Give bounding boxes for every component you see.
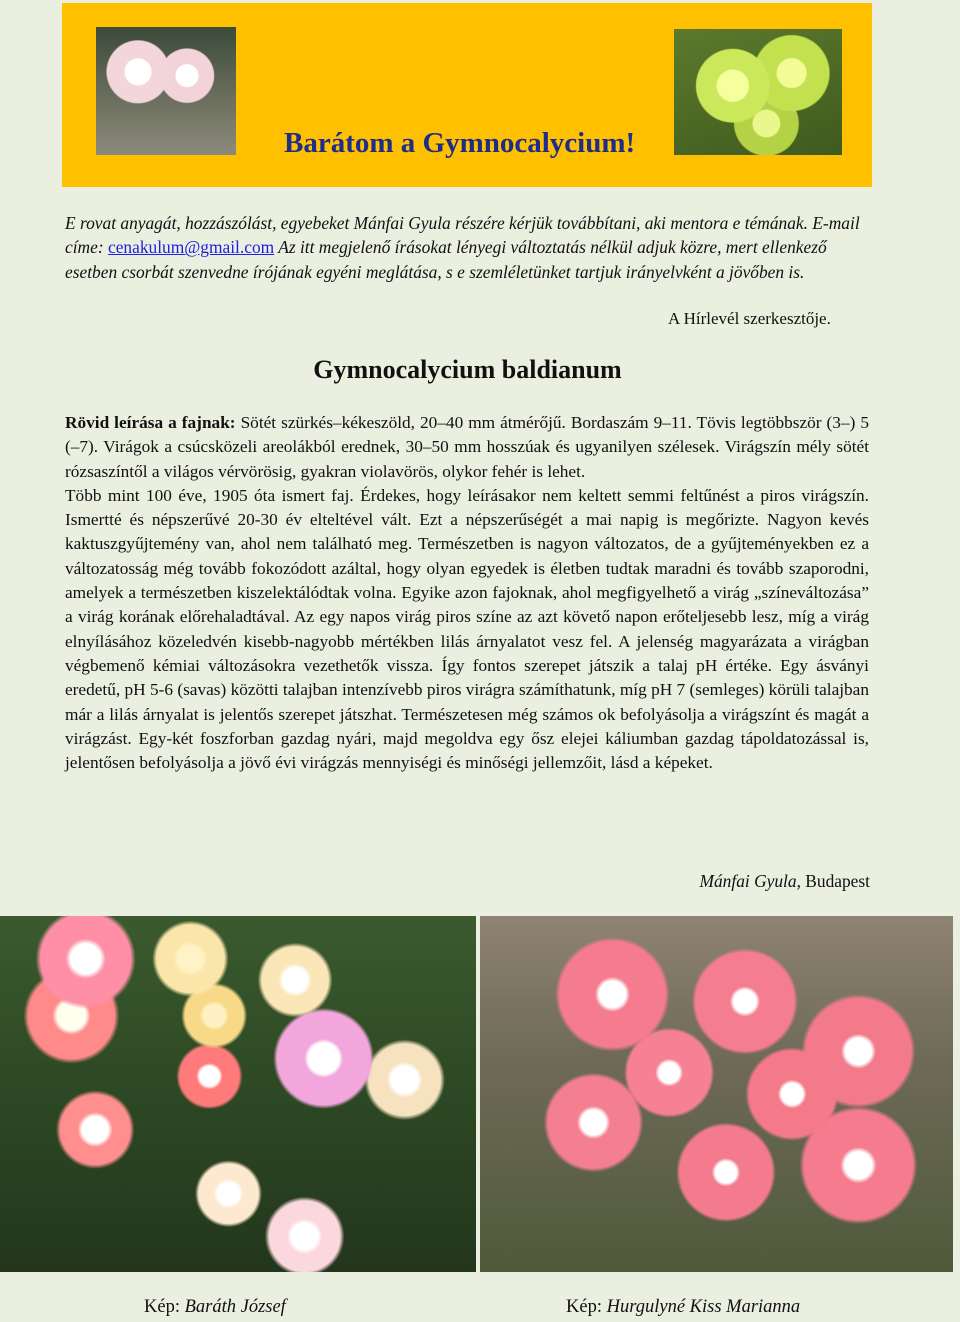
- paragraph-1-text: Sötét szürkés–kékeszöld, 20–40 mm átmérőjű. Bordaszám 9–11. Tövis legtöbbször (3–) 5 (–7). Virágok a csúcsközeli areolákból erednek, 30–50 mm hosszúak és ugyanilyen szélesek. Virágszín mély sötét rózsaszíntől a világos vérvörösig, gyakran violavörös, olykor fehér is lehet.: [65, 413, 869, 481]
- caption-left: [144, 1297, 286, 1318]
- cactus-flower-photo-yellow: [674, 29, 842, 155]
- editor-signature: A Hírlevél szerkesztője.: [668, 309, 831, 328]
- article-title: Gymnocalycium baldianum: [313, 355, 622, 384]
- article-paragraph-1: [65, 411, 869, 484]
- article-paragraph-2: Több mint 100 éve, 1905 óta ismert faj. Érdekes, hogy leírásakor nem keltett semmi feltűnést a piros virágszín. Ismertté és népszerűvé 20-30 év elteltével vált. Ezt a népszerűségét a mai napig is megőrizte. Nagyon kevés kaktuszgyűjtemény van, ahol nem található meg. Természetben is nagyon változatos, de a gyűjteményekben ez a változatosság még tovább fokozódott azáltal, hogy olyan egyedek is életben tudtak maradni és tovább szaporodni, amelyek a természetben kiszelektálódtak volna. Egyike azon fajoknak, ahol megfigyelhető a virág „színeváltozása” a virág korának előrehaladtával. Az egy napos virág piros színe az azt követő napon erőteljesebb lesz, míg a virág elnyílásához közeledvén kisebb-nagyobb mértékben lilás árnyalatot vesz fel. A jelenség magyarázata a virágban végbemenő kémiai változásokra vezethetők vissza. Így fontos szerepet játszik a talaj pH értéke. Egy ásványi eredetű, pH 5-6 (savas) közötti talajban intenzívebb piros virágra számíthatunk, míg pH 7 (semleges) körüli talajban már a lilás árnyalat is jelentős szerepet játszhat. Természetesen még számos ok befolyásolja a virágszínt és magát a virágzást. Egy-két foszforban gazdag nyári, majd megoldva egy ősz elejei káliumban gazdag tápoldatozással is, jelentősen befolyásolja a jövő évi virágzás mennyiségi és minőségi jellemzőit, lásd a képeket.: [65, 485, 869, 773]
- caption-right-name: Hurgulyné Kiss Marianna: [606, 1297, 801, 1317]
- author-city: , Budapest: [796, 871, 870, 891]
- caption-right-prefix: Kép:: [566, 1297, 607, 1317]
- intro-paragraph: [65, 211, 870, 284]
- caption-left-name: Baráth József: [184, 1297, 286, 1317]
- cactus-flower-photo-pink: [96, 27, 236, 155]
- caption-left-prefix: Kép:: [144, 1297, 185, 1317]
- article-body: [65, 411, 869, 775]
- photo-cactus-pink-flowers: [480, 916, 953, 1272]
- intro-text-1: E rovat anyagát, hozzászólást, egyebeket Mánfai Gyula részére kérjük továbbítani, aki mentora e témának. E-mail címe:: [65, 213, 860, 258]
- article-author: [699, 871, 870, 892]
- caption-right: [566, 1297, 800, 1318]
- lead-label: Rövid leírása a fajnak:: [65, 413, 236, 432]
- header-banner: [62, 3, 872, 187]
- photo-cactus-collection: [0, 916, 476, 1272]
- author-name: Mánfai Gyula: [699, 871, 797, 891]
- email-link[interactable]: cenakulum@gmail.com: [107, 237, 275, 258]
- banner-title: Barátom a Gymnocalycium!: [284, 127, 636, 159]
- intro-text-2: Az itt megjelenő írásokat lényegi változtatás nélkül adjuk közre, mert ellenkező esetben csorbát szenvedne írójának egyéni meglátása, s e szemléletünket tartjuk irányelvként a jövőben is.: [65, 237, 827, 282]
